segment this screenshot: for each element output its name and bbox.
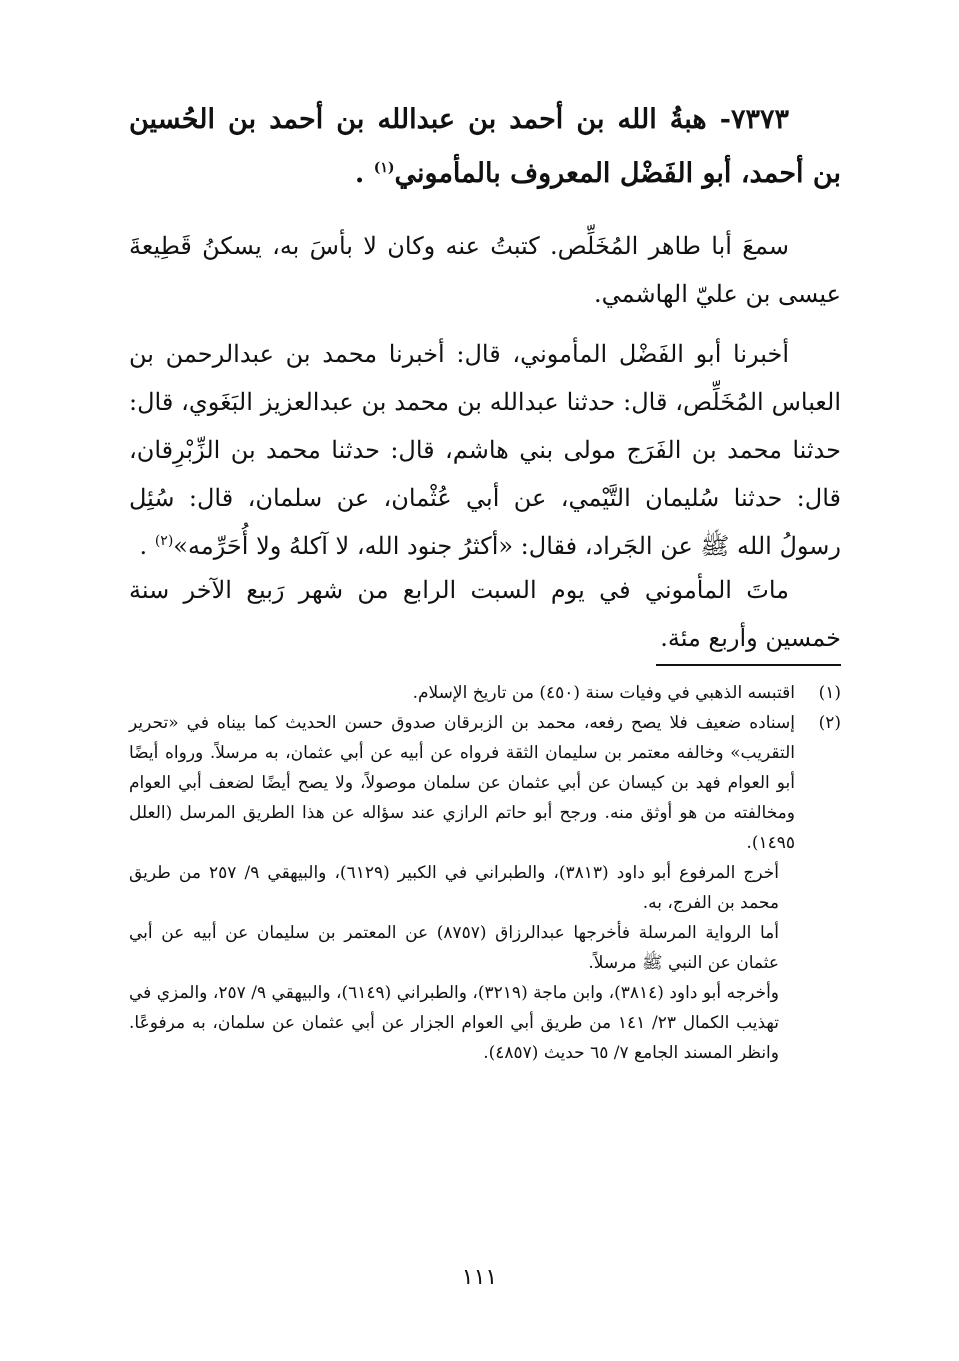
footnote-text: اقتبسه الذهبي في وفيات سنة (٤٥٠) من تاريخ الإسلام. — [412, 683, 795, 703]
hadith-text-end: . — [139, 532, 155, 560]
footnote-body — [129, 678, 795, 708]
footnote-body — [129, 708, 795, 1068]
hadith-paragraph — [129, 330, 841, 570]
biography-paragraph — [129, 222, 841, 318]
footnote-text: أخرج المرفوع أبو داود (٣٨١٣)، والطبراني في الكبير (٦١٢٩)، والبيهقي ٩/ ٢٥٧ من طريق محمد بن الفرج، به. — [129, 863, 779, 913]
page-number: ١١١ — [461, 1265, 498, 1290]
footnotes-section — [129, 678, 841, 1068]
entry-title: ٧٣٧٣- هبةُ الله بن أحمد بن عبدالله بن أحمد بن الحُسين بن أحمد، أبو الفَضْل المعروف بالمأموني — [129, 104, 841, 189]
footnote-text: وأخرجه أبو داود (٣٨١٤)، وابن ماجة (٣٢١٩)، والطبراني (٦١٤٩)، والبيهقي ٩/ ٢٥٧، والمزي في تهذيب الكمال ٢٣/ ١٤١ من طريق أبي العوام الجزار عن أبي عثمان عن سلمان، به مرفوعًا. وانظر المسند الجامع ٧/ ٦٥ حديث (٤٨٥٧). — [129, 983, 780, 1063]
footnote-1 — [129, 678, 841, 708]
footnote-number: (٢) — [818, 713, 841, 733]
footnote-marker-2: (٢) — [154, 533, 174, 549]
entry-title-end: . — [354, 158, 374, 189]
footnote-text: أما الرواية المرسلة فأخرجها عبدالرزاق (٨٧٥٧) عن المعتمر بن سليمان عن أبيه عن أبي عثمان عن النبي ﷺ مرسلاً. — [129, 923, 779, 973]
footnote-divider — [656, 664, 841, 666]
death-text: ماتَ المأموني في يوم السبت الرابع من شهر رَبيع الآخر سنة خمسين وأربع مئة. — [129, 576, 841, 652]
footnote-marker-1: (١) — [373, 160, 395, 176]
footnote-number: (١) — [818, 683, 841, 703]
biography-text: سمعَ أبا طاهر المُخَلِّص. كتبتُ عنه وكان لا بأسَ به، يسكنُ قَطِيعةَ عيسى بن عليّ الهاشمي. — [129, 232, 841, 308]
entry-heading — [129, 93, 841, 201]
hadith-text: أخبرنا أبو الفَضْل المأموني، قال: أخبرنا محمد بن عبدالرحمن بن العباس المُخَلِّص، قال: حدثنا عبدالله بن محمد بن عبدالعزيز البَغَوي، قال: حدثنا محمد بن الفَرَج مولى بني هاشم، قال: حدثنا محمد بن الزِّبْرِقان، قال: حدثنا سُليمان التَّيْمي، عن أبي عُثْمان، عن سلمان، قال: سُئِل رسولُ الله ﷺ عن الجَراد، فقال: «أكثرُ جنود الله، لا آكلهُ ولا أُحَرِّمه» — [129, 340, 841, 560]
footnote-text: إسناده ضعيف فلا يصح رفعه، محمد بن الزبرقان صدوق حسن الحديث كما بيناه في «تحرير التقريب» وخالفه معتمر بن سليمان الثقة فرواه عن أبيه عن أبي عثمان، به مرسلاً. ورواه أيضًا أبو العوام فهد بن كيسان عن أبي عثمان عن سلمان موصولاً، ولا يصح أيضًا لضعف أبي العوام ومخالفته من هو أوثق منه. ورجح أبو حاتم الرازي عند سؤاله عن هذا الطريق المرسل (العلل ١٤٩٥). — [129, 713, 795, 853]
death-paragraph — [129, 566, 841, 662]
footnote-2 — [129, 708, 841, 1068]
